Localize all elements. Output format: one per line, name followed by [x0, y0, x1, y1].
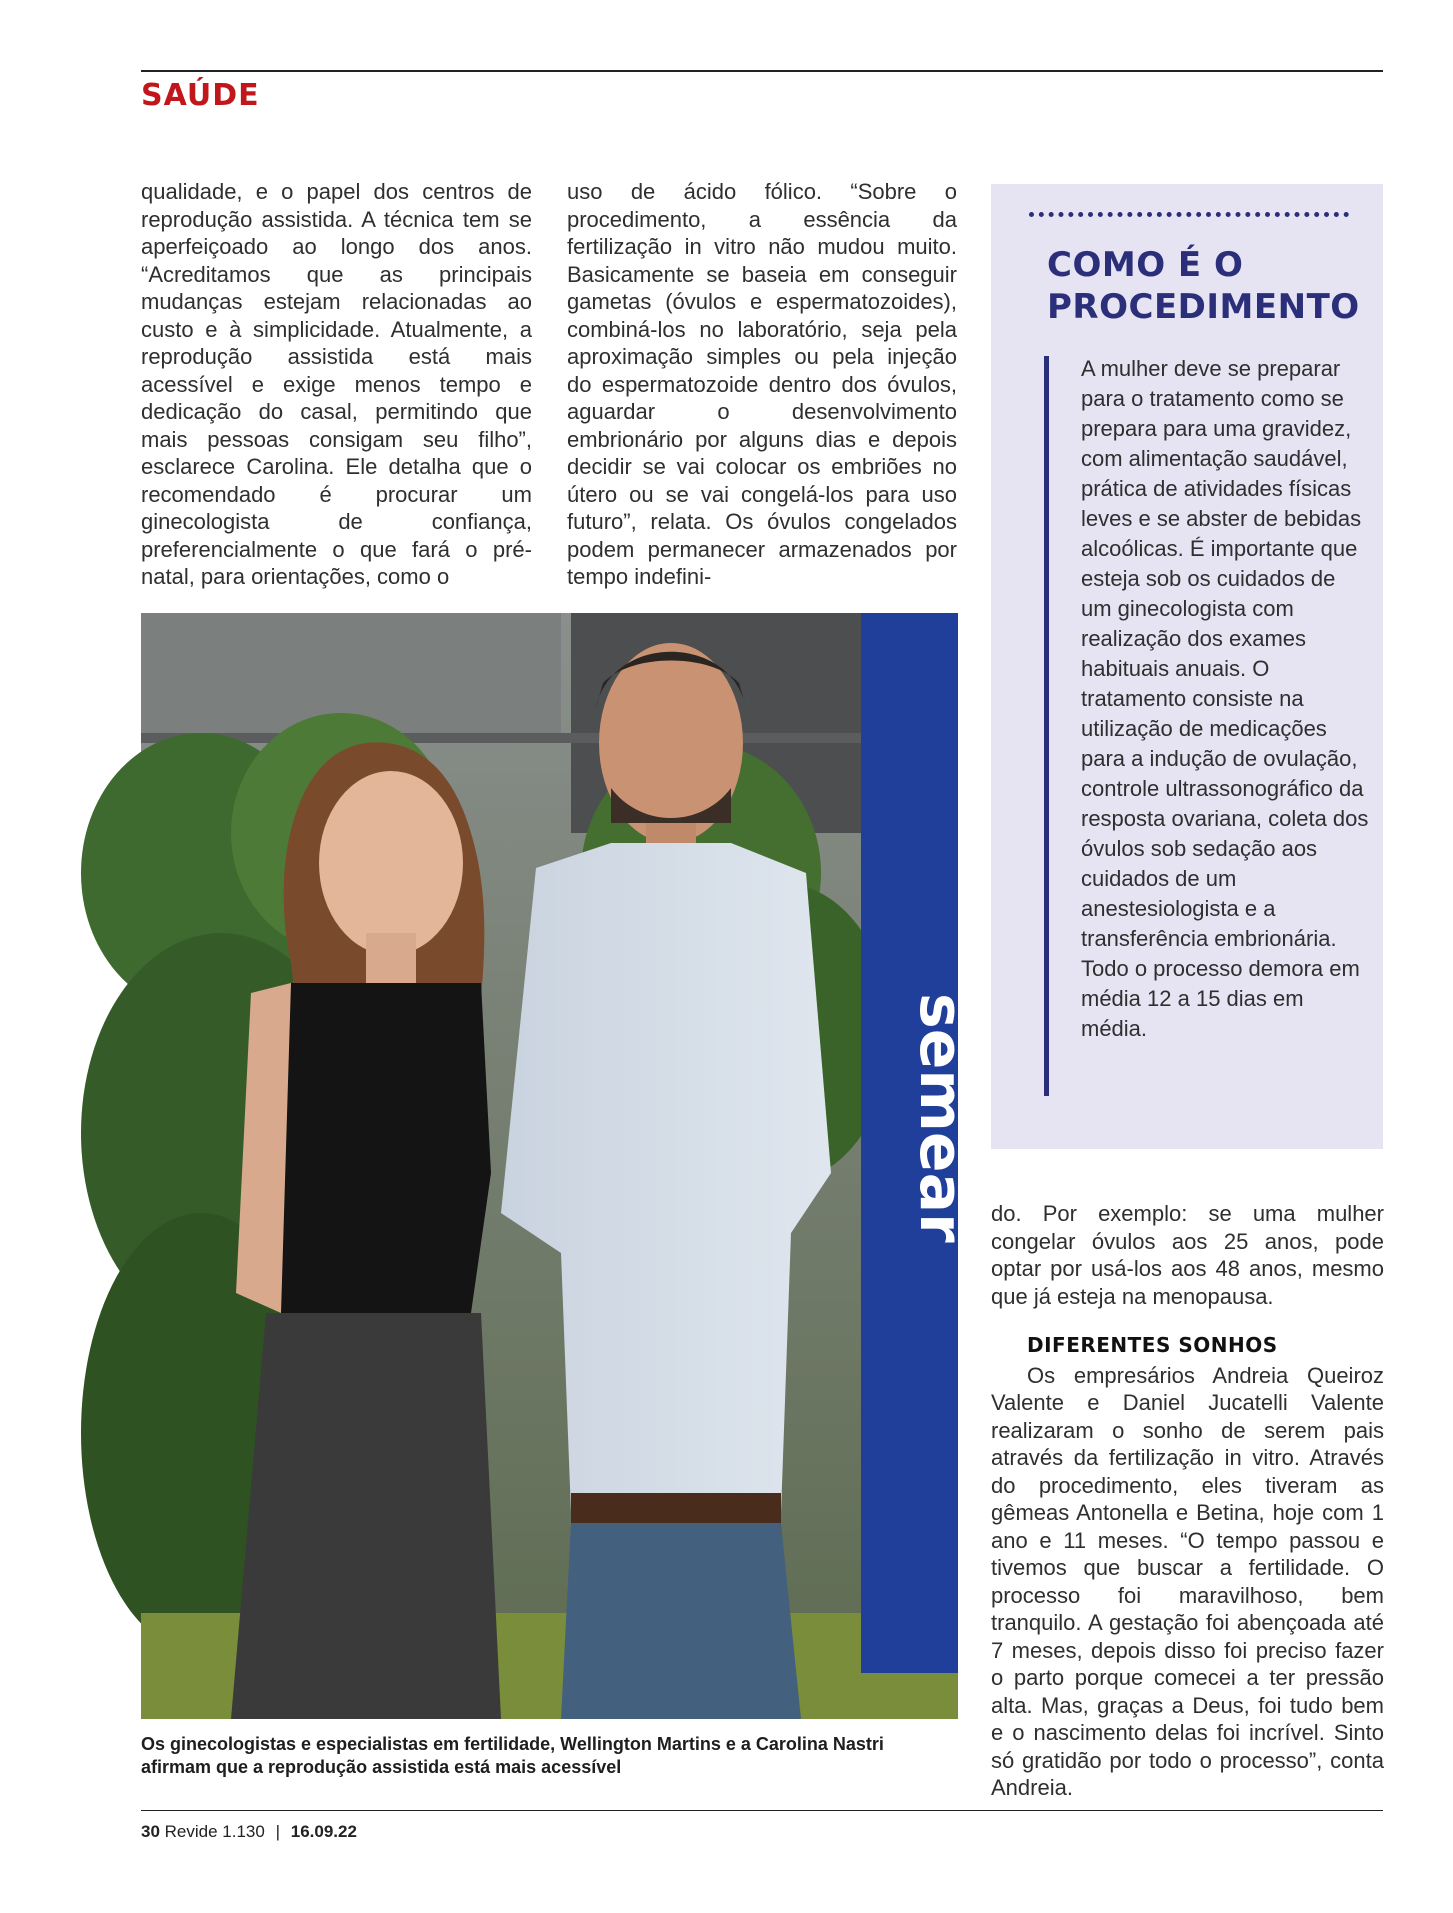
sidebar-title: COMO É O PROCEDIMENTO: [1047, 245, 1360, 327]
sidebar-box: [991, 184, 1383, 1149]
article-paragraph: Os empresários Andreia Queiroz Valente e Daniel Jucatelli Valente realizaram o sonho de serem pais através da fertilização in vitro. Através do procedimento, eles tiveram as gêmeas Antonella e Betina, hoje com 1 ano e 11 meses. “O tempo passou e tivemos que buscar a fertilidade. O processo foi maravilhoso, bem tranquilo. A gestação foi abençoada até 7 meses, depois disso foi preciso fazer o parto porque comecei a ter pressão alta. Mas, graças a Deus, foi tudo bem e o nascimento delas foi incrível. Sinto só gratidão por todo o processo”, conta Andreia.: [991, 1362, 1384, 1800]
section-label: SAÚDE: [141, 78, 260, 113]
sidebar-body: A mulher deve se preparar para o tratamento como se prepara para uma gravidez, com alimentação saudável, prática de atividades físicas leves e se abster de bebidas alcoólicas. É importante que esteja sob os cuidados de um ginecologista com realização dos exames habituais anuais. O tratamento consiste na utilização de medicações para a indução de ovulação, controle ultrassonográfico da resposta ovariana, coleta dos óvulos sob sedação aos cuidados de um anestesiologista e a transferência embrionária. Todo o processo demora em média 12 a 15 dias em média.: [1081, 356, 1369, 1041]
sign-pillar: [861, 613, 976, 1673]
page-footer: [141, 1822, 357, 1842]
subheading: DIFERENTES SONHOS: [1027, 1333, 1278, 1357]
sidebar-accent-bar: [1044, 356, 1049, 1096]
top-rule: [141, 70, 1383, 72]
photo-caption: Os ginecologistas e especialistas em fertilidade, Wellington Martins e a Carolina Nastri afirmam que a reprodução assistida está mais acessível: [141, 1734, 884, 1777]
article-column-2: [567, 178, 957, 589]
page-number: 30: [141, 1822, 160, 1841]
article-column-1: [141, 178, 532, 589]
footer-separator: |: [275, 1822, 280, 1841]
article-photo: [141, 613, 976, 1719]
sidebar-dotted-rule: [1029, 212, 1349, 217]
article-column-3: [991, 1200, 1384, 1802]
article-paragraph: uso de ácido fólico. “Sobre o procedimento, a essência da fertilização in vitro não mudou muito. Basicamente se baseia em conseguir gametas (óvulos e espermatozoides), combiná-los no laboratório, seja pela aproximação simples ou pela injeção do espermatozoide dentro dos óvulos, aguardar o desenvolvimento embrionário por alguns dias e depois decidir se vai colocar os embriões no útero ou se vai congelá-los para uso futuro”, relata. Os óvulos congelados podem permanecer armazenados por tempo indefini-: [567, 179, 957, 589]
article-paragraph: do. Por exemplo: se uma mulher congelar óvulos aos 25 anos, pode optar por usá-los aos 48 anos, mesmo que já esteja na menopausa.: [991, 1201, 1384, 1309]
magazine-issue: Revide 1.130: [164, 1822, 265, 1841]
article-paragraph: qualidade, e o papel dos centros de reprodução assistida. A técnica tem se aperfeiçoado ao longo dos anos. “Acreditamos que as principais mudanças estejam relacionadas ao custo e à simplicidade. Atualmente, a reprodução assistida está mais acessível e exige menos tempo e dedicação do casal, permitindo que mais pessoas consigam seu filho”, esclarece Carolina. Ele detalha que o recomendado é procurar um ginecologista de confiança, preferencialmente o que fará o pré-natal, para orientações, como o: [141, 179, 532, 589]
issue-date: 16.09.22: [290, 1822, 357, 1841]
sign-text: semear: [906, 993, 976, 1243]
photo-illustration: [141, 613, 976, 1719]
bottom-rule: [141, 1810, 1383, 1811]
